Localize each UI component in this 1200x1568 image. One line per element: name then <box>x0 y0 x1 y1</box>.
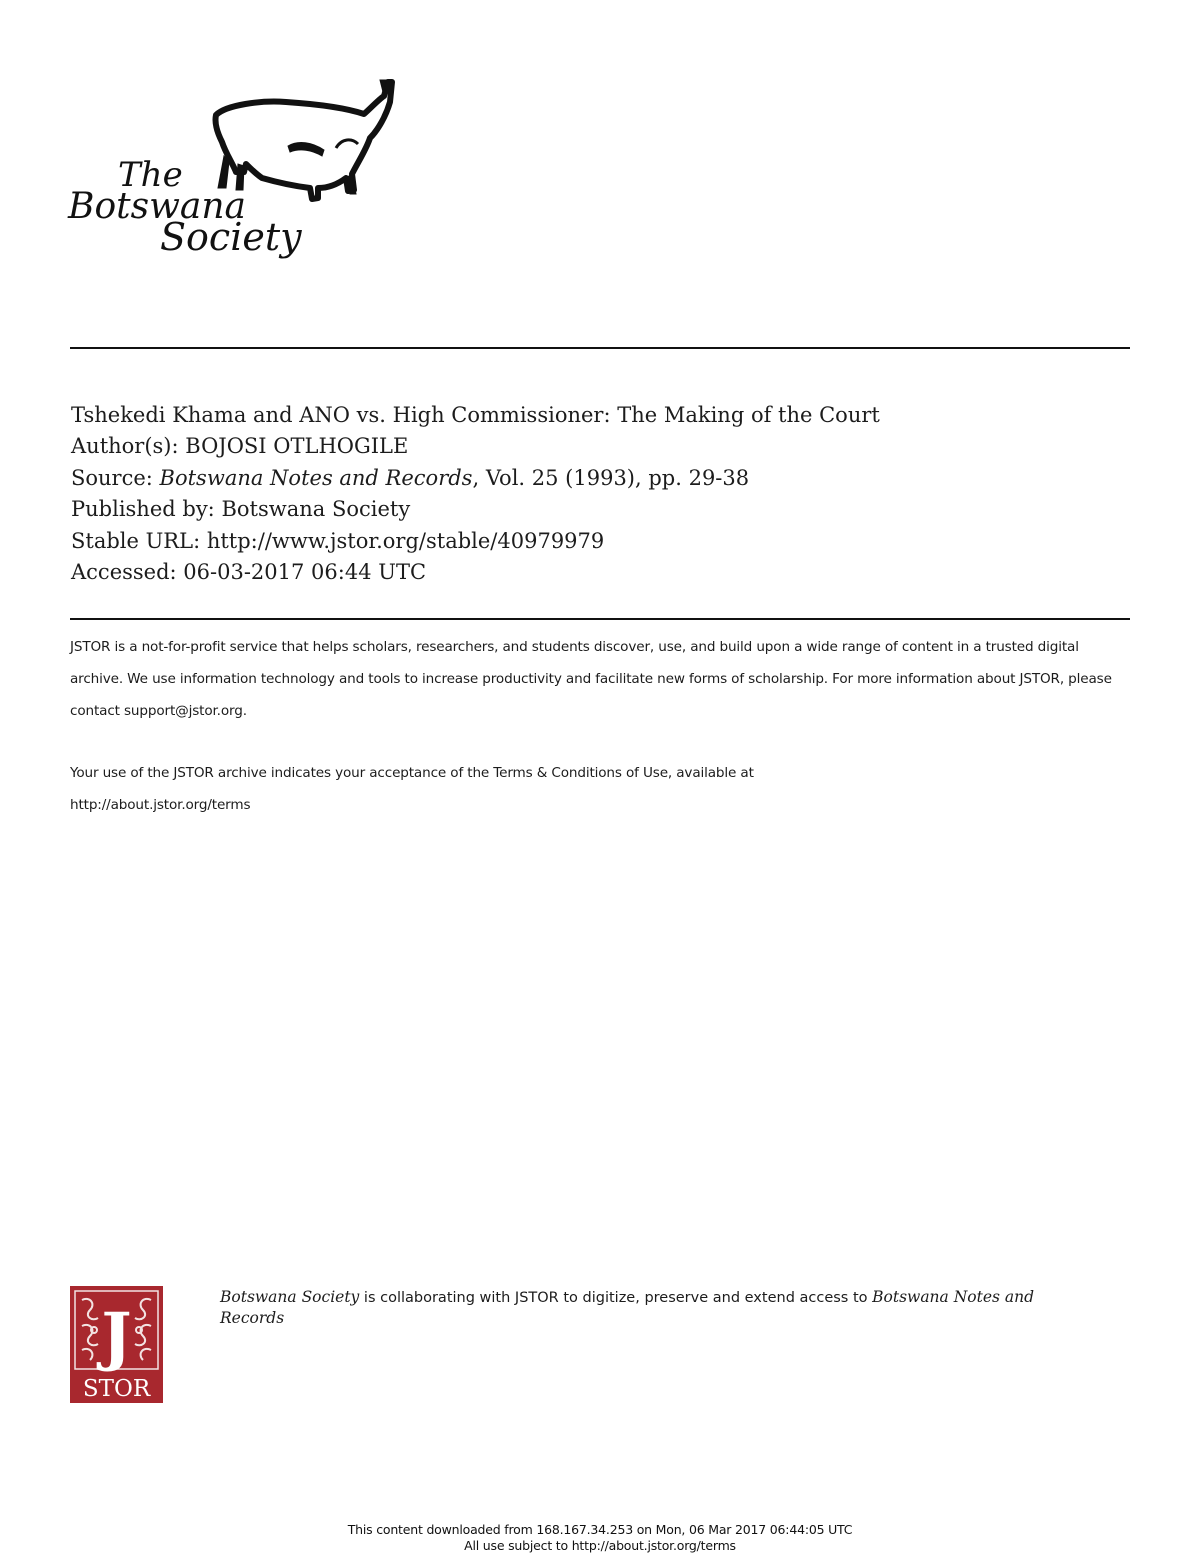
citation-block <box>71 400 1131 588</box>
bull-silhouette-icon <box>215 80 392 199</box>
jstor-logo <box>70 1286 163 1403</box>
collaboration-statement <box>220 1288 1050 1329</box>
stable-url-line <box>71 526 1131 557</box>
accessed-label: Accessed: <box>71 560 184 585</box>
source-line <box>71 463 1131 494</box>
logo-word-botswana: Botswana <box>68 186 246 227</box>
author-label: Author(s): <box>71 434 186 459</box>
publisher-name: Botswana Society <box>221 497 411 522</box>
logo-word-society: Society <box>160 215 302 259</box>
author-line <box>71 431 1131 462</box>
logo-word-the: The <box>118 155 183 195</box>
collab-text: is collaborating with JSTOR to digitize, preserve and extend access to <box>359 1290 873 1306</box>
terms-footer: All use subject to http://about.jstor.org/terms <box>464 1538 736 1553</box>
publisher-line <box>71 494 1131 525</box>
logo-wordmark <box>67 155 302 259</box>
bottom-divider <box>70 618 1130 620</box>
source-label: Source: <box>71 465 160 490</box>
source-details: , Vol. 25 (1993), pp. 29-38 <box>472 465 750 490</box>
collab-journal: Botswana Notes and Records <box>220 1288 1035 1327</box>
source-journal: Botswana Notes and Records <box>159 465 473 490</box>
jstor-description: JSTOR is a not-for-profit service that helps scholars, researchers, and students discover, use, and build upon a wide range of content in a trusted digital archive. We use information technology and tools to increase productivity and facilitate new forms of scholarship. For more information about JSTOR, please contact support@jstor.org. <box>70 639 1112 719</box>
accessed-line <box>71 557 1131 588</box>
botswana-society-logo <box>66 78 402 264</box>
jstor-logo-wordmark: STOR <box>82 1376 151 1402</box>
publisher-label: Published by: <box>71 497 222 522</box>
page-footer <box>0 1522 1200 1554</box>
top-divider <box>70 347 1130 349</box>
terms-link[interactable]: http://about.jstor.org/terms <box>70 796 251 813</box>
download-notice: This content downloaded from 168.167.34.253 on Mon, 06 Mar 2017 06:44:05 UTC <box>347 1522 853 1537</box>
terms-notice <box>70 758 1132 822</box>
jstor-logo-letter: J <box>101 1299 132 1374</box>
accessed-date: 06-03-2017 06:44 UTC <box>183 560 427 585</box>
author-name: BOJOSI OTLHOGILE <box>185 434 409 459</box>
stable-url-link[interactable]: http://www.jstor.org/stable/40979979 <box>206 528 605 553</box>
article-title: Tshekedi Khama and ANO vs. High Commissioner: The Making of the Court <box>71 403 880 427</box>
collab-partner: Botswana Society <box>220 1288 360 1306</box>
terms-notice-text: Your use of the JSTOR archive indicates your acceptance of the Terms & Conditions of Use, available at <box>70 765 754 781</box>
stable-url-label: Stable URL: <box>71 528 207 553</box>
